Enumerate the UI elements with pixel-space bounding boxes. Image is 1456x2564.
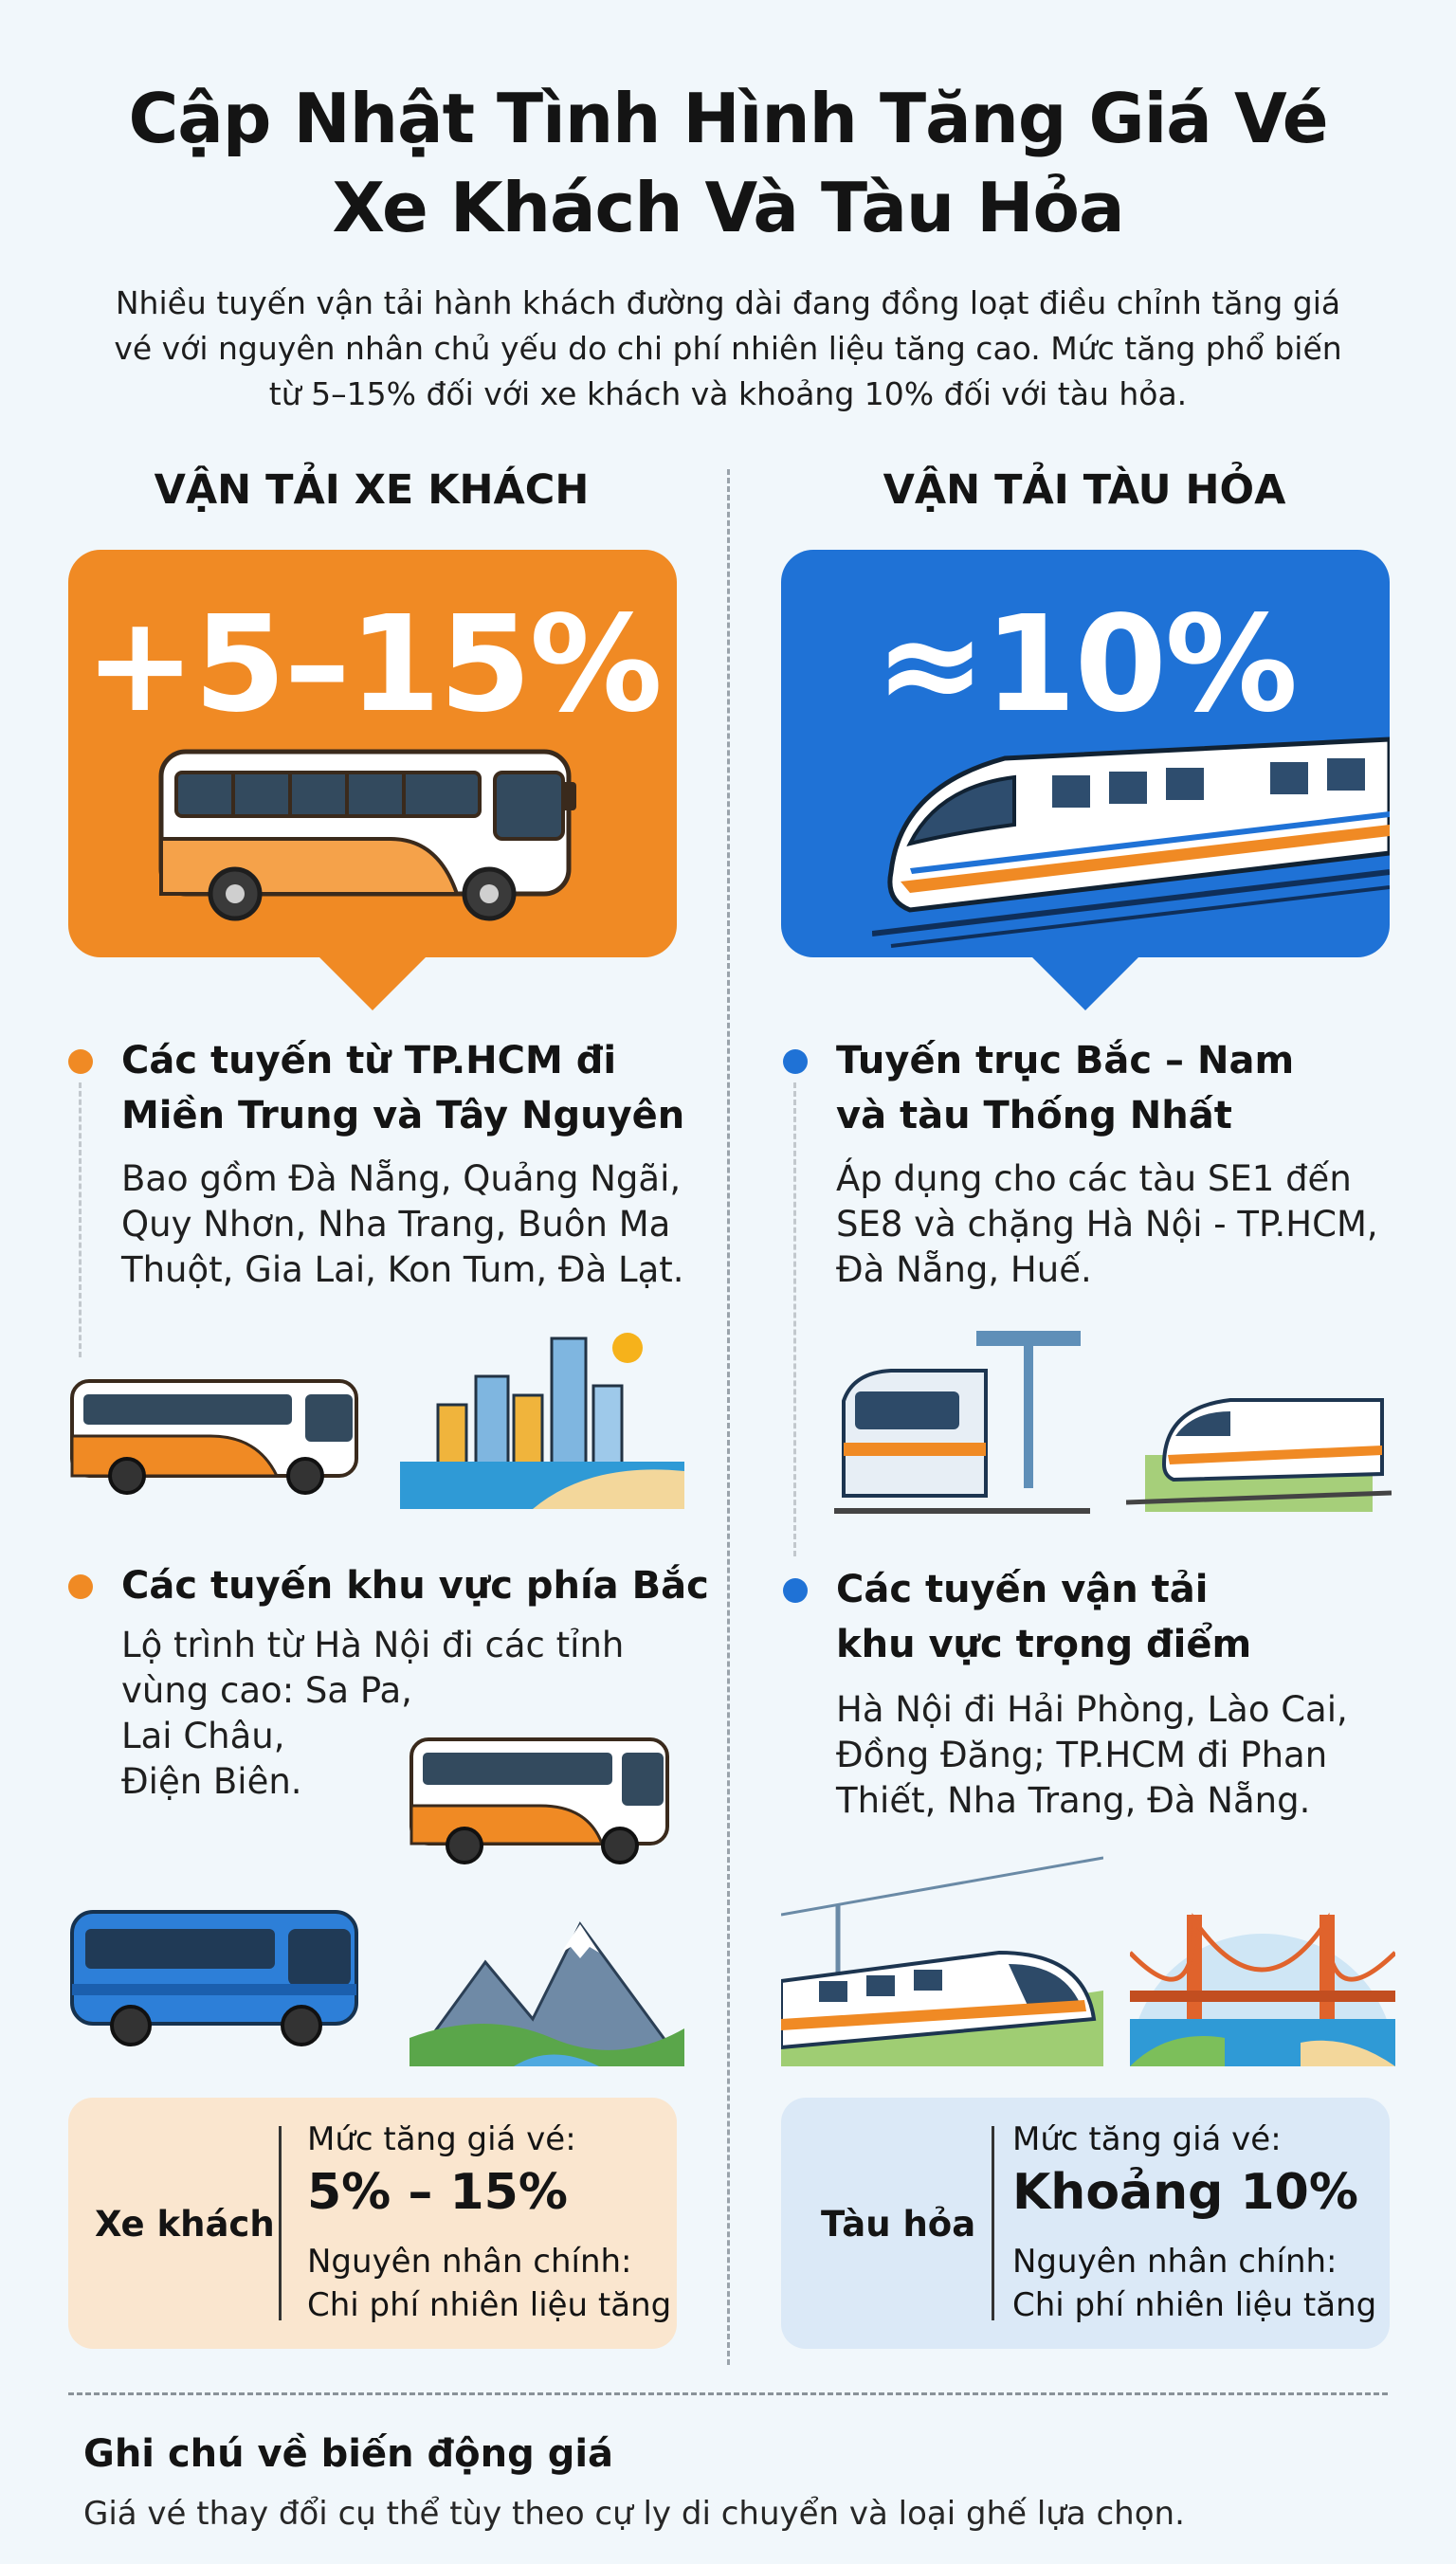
bus-column-heading: VẬN TẢI XE KHÁCH — [154, 466, 590, 514]
bus-section2-body-line-4: Điện Biên. — [121, 1761, 302, 1802]
train-station-icon — [834, 1325, 1090, 1515]
train-icon — [872, 730, 1390, 948]
blue-bus-icon — [68, 1900, 372, 2052]
intro-line-2: vé với nguyên nhân chủ yếu do chi phí nhiên liệu tăng cao. Mức tăng phổ biến — [114, 330, 1342, 367]
footer-divider — [68, 2392, 1388, 2395]
note-title: Ghi chú về biến động giá — [83, 2432, 614, 2476]
train-summary-card — [781, 2098, 1390, 2349]
train-section1-body-line-2: SE8 và chặng Hà Nội - TP.HCM, — [836, 1204, 1378, 1245]
bus-card-rate-value: 5% – 15% — [307, 2164, 568, 2221]
bus-card-separator — [279, 2126, 282, 2320]
train-column-heading: VẬN TẢI TÀU HỎA — [883, 466, 1286, 514]
train-section1-body-line-1: Áp dụng cho các tàu SE1 đến — [836, 1158, 1352, 1199]
train-section2-body-line-3: Thiết, Nha Trang, Đà Nẵng. — [836, 1780, 1311, 1821]
bus-section1-body-line-2: Quy Nhơn, Nha Trang, Buôn Ma — [121, 1204, 671, 1245]
train-section1-title — [836, 1033, 1405, 1143]
train-card-reason-caption: Nguyên nhân chính: — [1012, 2243, 1338, 2281]
bus-card-reason-caption: Nguyên nhân chính: — [307, 2243, 632, 2281]
column-divider — [727, 469, 730, 2365]
note-body: Giá vé thay đổi cụ thể tùy theo cự ly di chuyển và loại ghế lựa chọn. — [83, 2495, 1185, 2533]
bus-section2-body-line-3: Lai Châu, — [121, 1716, 285, 1756]
bus-section2-title-line-1: Các tuyến khu vực phía Bắc — [121, 1564, 709, 1608]
bus-hero-pointer — [318, 955, 428, 1010]
train-hero-card — [781, 550, 1390, 957]
train-section1-body — [836, 1156, 1405, 1293]
bus-section2-title — [121, 1558, 709, 1613]
bus-icon — [154, 735, 590, 924]
train-section1-line — [793, 1082, 796, 1556]
coastal-city-icon — [400, 1319, 684, 1509]
train-section2-body-line-1: Hà Nội đi Hải Phòng, Lào Cai, — [836, 1689, 1348, 1730]
bus-card-reason-value: Chi phí nhiên liệu tăng — [307, 2286, 672, 2324]
train-section2-bullet — [783, 1578, 808, 1603]
bus-section1-title — [121, 1033, 690, 1143]
intro-line-3: từ 5–15% đối với xe khách và khoảng 10% đối với tàu hỏa. — [268, 375, 1188, 412]
bus-section1-body-line-1: Bao gồm Đà Nẵng, Quảng Ngãi, — [121, 1158, 682, 1199]
title-line-1: Cập Nhật Tình Hình Tăng Giá Vé — [128, 79, 1328, 158]
bus-hero-value: +5–15% — [84, 588, 661, 742]
train-card-reason — [1012, 2240, 1376, 2327]
bus-card-rate-caption: Mức tăng giá vé: — [307, 2120, 576, 2158]
title-line-2: Xe Khách Và Tàu Hỏa — [332, 168, 1124, 247]
bus-card-label: Xe khách — [95, 2204, 275, 2245]
train-section1-body-line-3: Đà Nẵng, Huế. — [836, 1249, 1092, 1290]
train-hero-value: ≈10% — [874, 588, 1297, 742]
bus-section1-title-line-2: Miền Trung và Tây Nguyên — [121, 1094, 685, 1137]
bus-section2-body-line-1: Lộ trình từ Hà Nội đi các tỉnh — [121, 1625, 625, 1665]
mountain-icon — [410, 1905, 684, 2066]
train-icon — [781, 1848, 1103, 2066]
train-section1-title-line-2: và tàu Thống Nhất — [836, 1094, 1232, 1137]
train-section2-title — [836, 1562, 1405, 1672]
page-title — [0, 74, 1456, 252]
bus-section2-body-line-2: vùng cao: Sa Pa, — [121, 1670, 412, 1711]
bus-section1-body — [121, 1156, 690, 1293]
bus-section2-bullet — [68, 1574, 93, 1599]
train-card-rate-caption: Mức tăng giá vé: — [1012, 2120, 1282, 2158]
intro-line-1: Nhiều tuyến vận tải hành khách đường dài đang đồng loạt điều chỉnh tăng giá — [115, 284, 1341, 321]
bus-section1-body-line-3: Thuột, Gia Lai, Kon Tum, Đà Lạt. — [121, 1249, 684, 1290]
train-card-label: Tàu hỏa — [821, 2204, 976, 2245]
train-section2-body-line-2: Đồng Đăng; TP.HCM đi Phan — [836, 1735, 1328, 1775]
bus-card-reason — [307, 2240, 671, 2327]
train-section1-title-line-1: Tuyến trục Bắc – Nam — [836, 1039, 1295, 1082]
bus-hero-card — [68, 550, 677, 957]
bus-section1-title-line-1: Các tuyến từ TP.HCM đi — [121, 1039, 617, 1082]
bridge-icon — [1130, 1848, 1395, 2066]
train-card-rate-value: Khoảng 10% — [1012, 2164, 1358, 2221]
intro-text — [57, 281, 1399, 417]
train-section2-body — [836, 1687, 1405, 1824]
train-section1-bullet — [783, 1049, 808, 1074]
bus-summary-card — [68, 2098, 677, 2349]
train-section2-title-line-1: Các tuyến vận tải — [836, 1568, 1209, 1611]
train-section2-title-line-2: khu vực trọng điểm — [836, 1623, 1252, 1666]
bus-icon — [68, 1370, 372, 1502]
bus-section1-bullet — [68, 1049, 93, 1074]
train-hero-pointer — [1030, 955, 1140, 1010]
train-icon — [1126, 1313, 1392, 1512]
train-card-separator — [992, 2126, 994, 2320]
train-card-reason-value: Chi phí nhiên liệu tăng — [1012, 2286, 1377, 2324]
bus-icon — [408, 1730, 682, 1872]
bus-section1-line — [79, 1082, 82, 1357]
